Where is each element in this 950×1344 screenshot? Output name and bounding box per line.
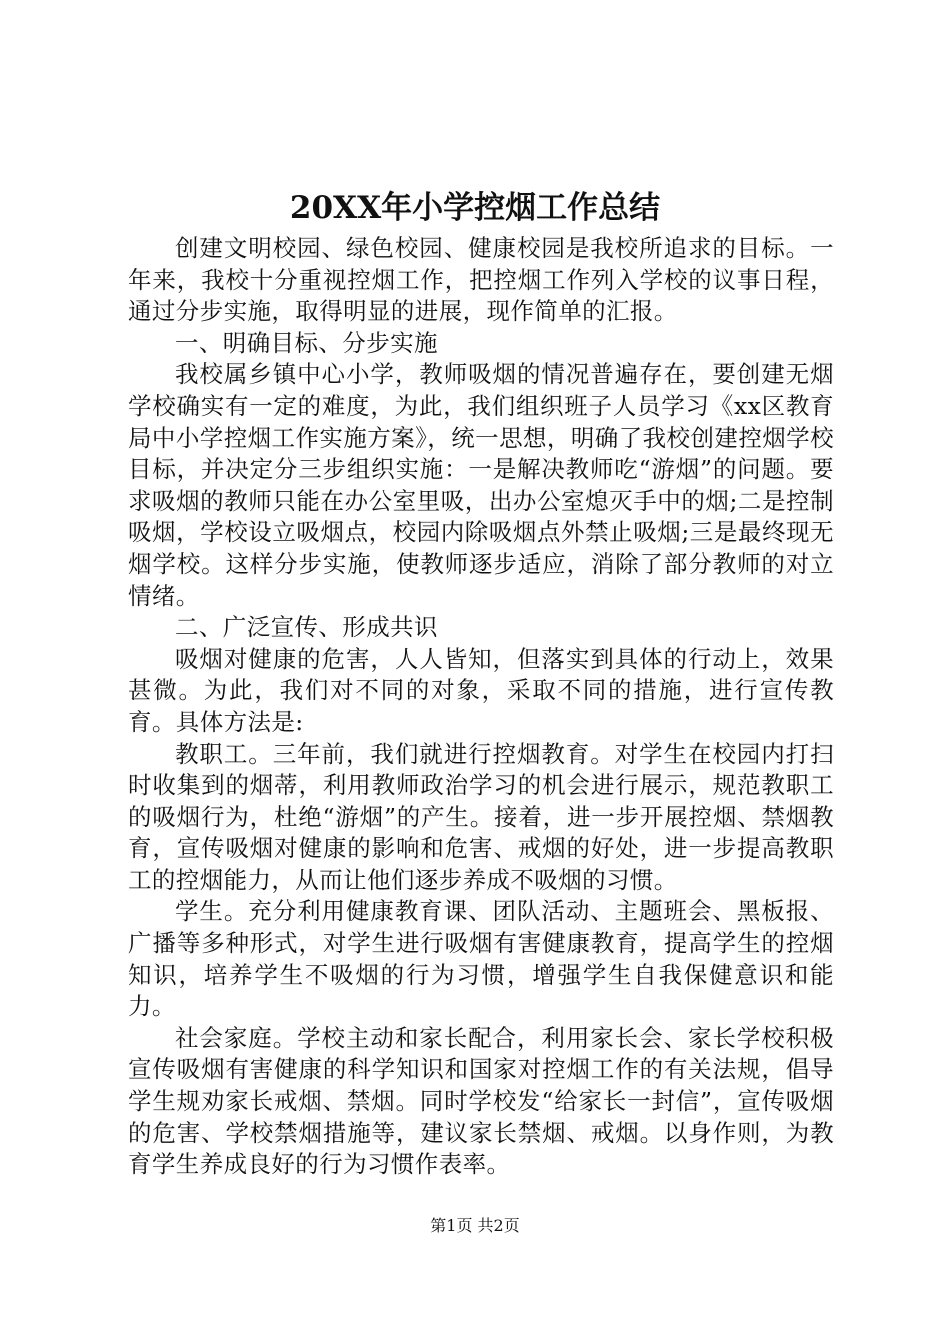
staff-paragraph: 教职工。三年前，我们就进行控烟教育。对学生在校园内打扫时收集到的烟蒂，利用教师政治学习的机会进行展示，规范教职工的吸烟行为，杜绝“游烟”的产生。接着，进一步开展控烟、禁烟教育，宣传吸烟对健康的影响和危害、戒烟的好处，进一步提高教职工的控烟能力，从而让他们逐步养成不吸烟的习惯。 — [128, 739, 834, 894]
document-title: 20XX年小学控烟工作总结 — [289, 190, 661, 226]
section-2-paragraph: 吸烟对健康的危害，人人皆知，但落实到具体的行动上，效果甚微。为此，我们对不同的对象，采取不同的措施，进行宣传教育。具体方法是: — [128, 644, 834, 736]
section-1-paragraph: 我校属乡镇中心小学，教师吸烟的情况普遍存在，要创建无烟学校确实有一定的难度，为此，我们组织班子人员学习《xx区教育局中小学控烟工作实施方案》，统一思想，明确了我校创建控烟学校目标，并决定分三步组织实施：一是解决教师吃“游烟”的问题。要求吸烟的教师只能在办公室里吸，出办公室熄灭手中的烟;二是控制吸烟，学校设立吸烟点，校园内除吸烟点外禁止吸烟;三是最终现无烟学校。这样分步实施，使教师逐步适应，消除了部分教师的对立情绪。 — [128, 360, 834, 610]
section-heading-2: 二、广泛宣传、形成共识 — [175, 613, 438, 642]
document-body — [128, 233, 834, 1181]
page-number-footer: 第1页 共2页 — [430, 1216, 520, 1235]
family-paragraph: 社会家庭。学校主动和家长配合，利用家长会、家长学校积极宣传吸烟有害健康的科学知识和国家对控烟工作的有关法规，倡导学生规劝家长戒烟、禁烟。同时学校发“给家长一封信”，宣传吸烟的危害、学校禁烟措施等，建议家长禁烟、戒烟。以身作则，为教育学生养成良好的行为习惯作表率。 — [128, 1023, 834, 1179]
students-paragraph: 学生。充分利用健康教育课、团队活动、主题班会、黑板报、广播等多种形式，对学生进行吸烟有害健康教育，提高学生的控烟知识，培养学生不吸烟的行为习惯，增强学生自我保健意识和能力。 — [128, 897, 834, 1021]
intro-paragraph: 创建文明校园、绿色校园、健康校园是我校所追求的目标。一年来，我校十分重视控烟工作，把控烟工作列入学校的议事日程，通过分步实施，取得明显的进展，现作简单的汇报。 — [128, 234, 834, 326]
section-heading-1: 一、明确目标、分步实施 — [175, 328, 438, 357]
